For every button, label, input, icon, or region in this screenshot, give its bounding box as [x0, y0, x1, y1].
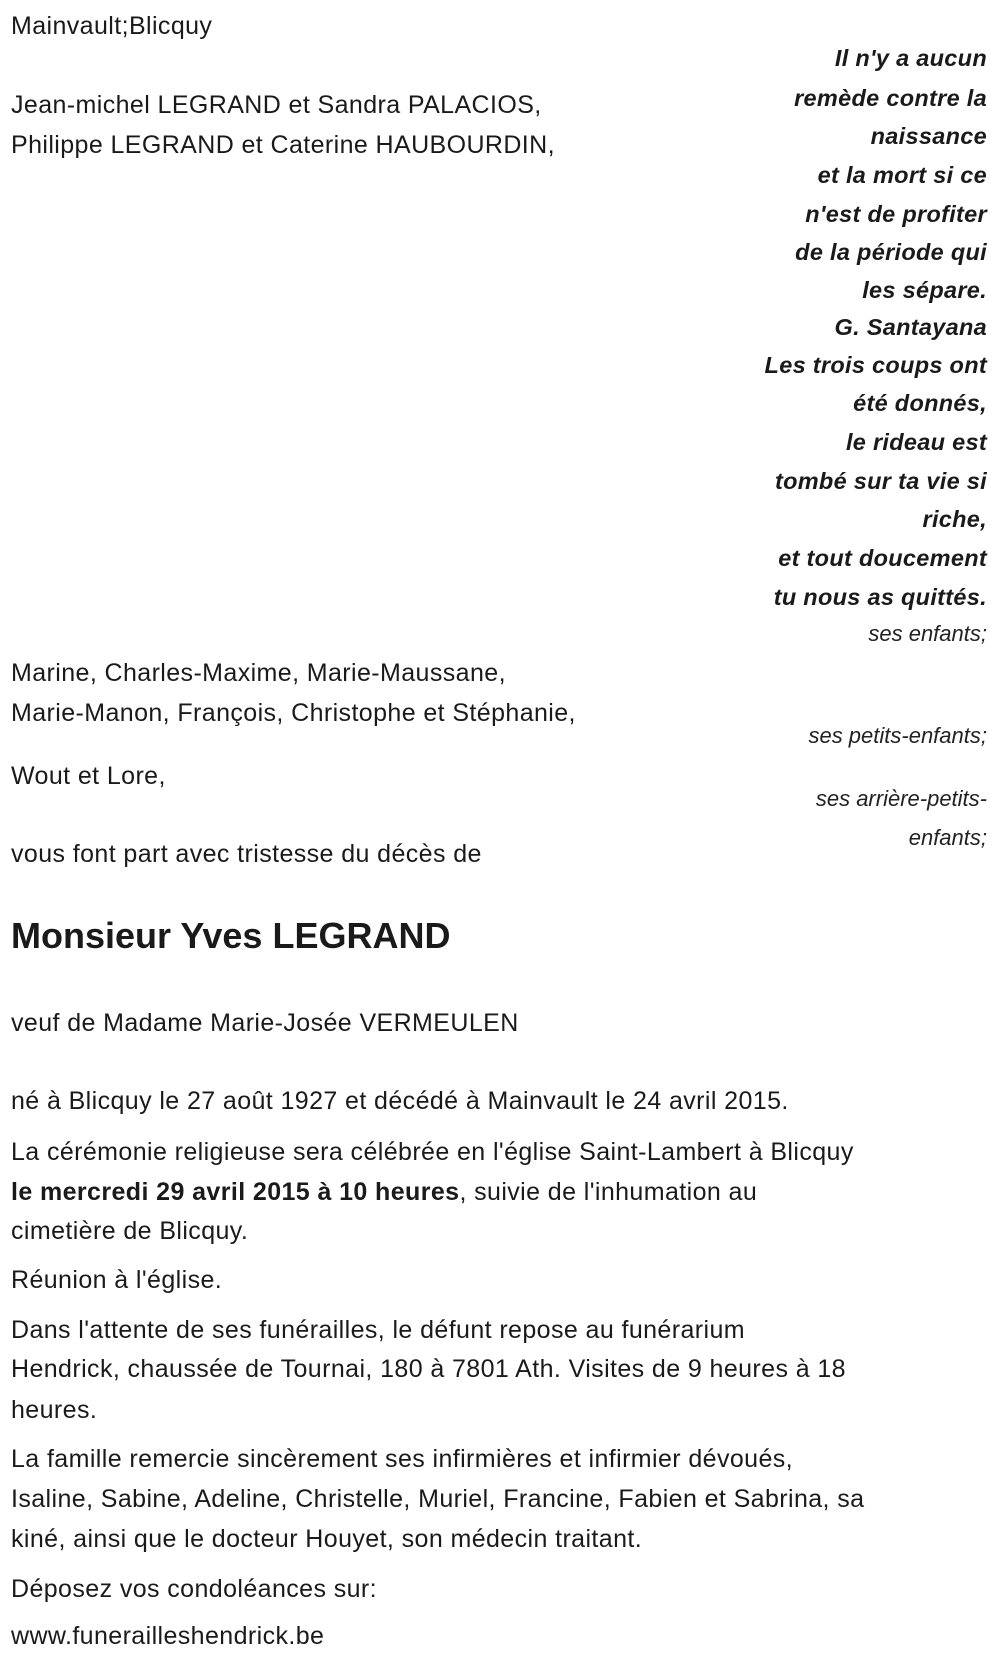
- widower-line: veuf de Madame Marie-Josée VERMEULEN: [11, 1009, 519, 1037]
- announcement: vous font part avec tristesse du décès de: [11, 840, 482, 868]
- great-grandchildren-label: enfants;: [908, 825, 987, 850]
- grandchildren-line: Marine, Charles-Maxime, Marie-Maussane,: [11, 659, 506, 687]
- condolences-label: Déposez vos condoléances sur:: [11, 1575, 377, 1603]
- quote-line: n'est de profiter: [805, 201, 987, 227]
- quote-line: été donnés,: [853, 390, 987, 416]
- quote-line: Les trois coups ont: [764, 352, 987, 378]
- grandchildren-line: Marie-Manon, François, Christophe et Stéphanie,: [11, 699, 576, 727]
- quote-line: les sépare.: [862, 277, 987, 303]
- children-label: ses enfants;: [868, 621, 987, 646]
- ceremony-line: [11, 1177, 757, 1207]
- great-grandchildren-label: ses arrière-petits-: [815, 786, 987, 811]
- quote-line: remède contre la: [794, 85, 987, 111]
- birth-death: né à Blicquy le 27 août 1927 et décédé à Mainvault le 24 avril 2015.: [11, 1087, 789, 1115]
- ceremony-date: le mercredi 29 avril 2015 à 10 heures: [11, 1178, 460, 1206]
- quote-line: de la période qui: [795, 239, 987, 265]
- children-line: Philippe LEGRAND et Caterine HAUBOURDIN,: [11, 131, 555, 159]
- ceremony-line: La cérémonie religieuse sera célébrée en l'église Saint-Lambert à Blicquy: [11, 1138, 854, 1166]
- ceremony-line: cimetière de Blicquy.: [11, 1217, 249, 1245]
- thanks-line: La famille remercie sincèrement ses infirmières et infirmier dévoués,: [11, 1445, 794, 1473]
- grandchildren-label: ses petits-enfants;: [808, 723, 987, 748]
- thanks-line: Isaline, Sabine, Adeline, Christelle, Muriel, Francine, Fabien et Sabrina, sa: [11, 1485, 865, 1513]
- quote-line: et tout doucement: [778, 545, 987, 571]
- quote-line: tu nous as quittés.: [773, 584, 987, 610]
- quote-line: riche,: [922, 506, 987, 532]
- quote-line: et la mort si ce: [817, 162, 987, 188]
- location: Mainvault;Blicquy: [11, 12, 213, 40]
- deceased-name: Monsieur Yves LEGRAND: [11, 915, 451, 956]
- quote-line: le rideau est: [845, 429, 987, 455]
- quote-line: naissance: [870, 123, 987, 149]
- quote-line: Il n'y a aucun: [834, 45, 987, 71]
- rest-line: Dans l'attente de ses funérailles, le défunt repose au funérarium: [11, 1316, 745, 1344]
- quote-line: G. Santayana: [834, 314, 987, 340]
- meeting: Réunion à l'église.: [11, 1266, 223, 1294]
- website-link[interactable]: www.funerailleshendrick.be: [11, 1622, 325, 1650]
- children-line: Jean-michel LEGRAND et Sandra PALACIOS,: [11, 91, 542, 119]
- rest-line: Hendrick, chaussée de Tournai, 180 à 7801 Ath. Visites de 9 heures à 18: [11, 1355, 846, 1383]
- great-grandchildren: Wout et Lore,: [11, 762, 166, 790]
- ceremony-rest: , suivie de l'inhumation au: [459, 1178, 758, 1206]
- thanks-line: kiné, ainsi que le docteur Houyet, son médecin traitant.: [11, 1525, 643, 1553]
- quote-line: tombé sur ta vie si: [774, 468, 987, 494]
- rest-line: heures.: [11, 1396, 98, 1424]
